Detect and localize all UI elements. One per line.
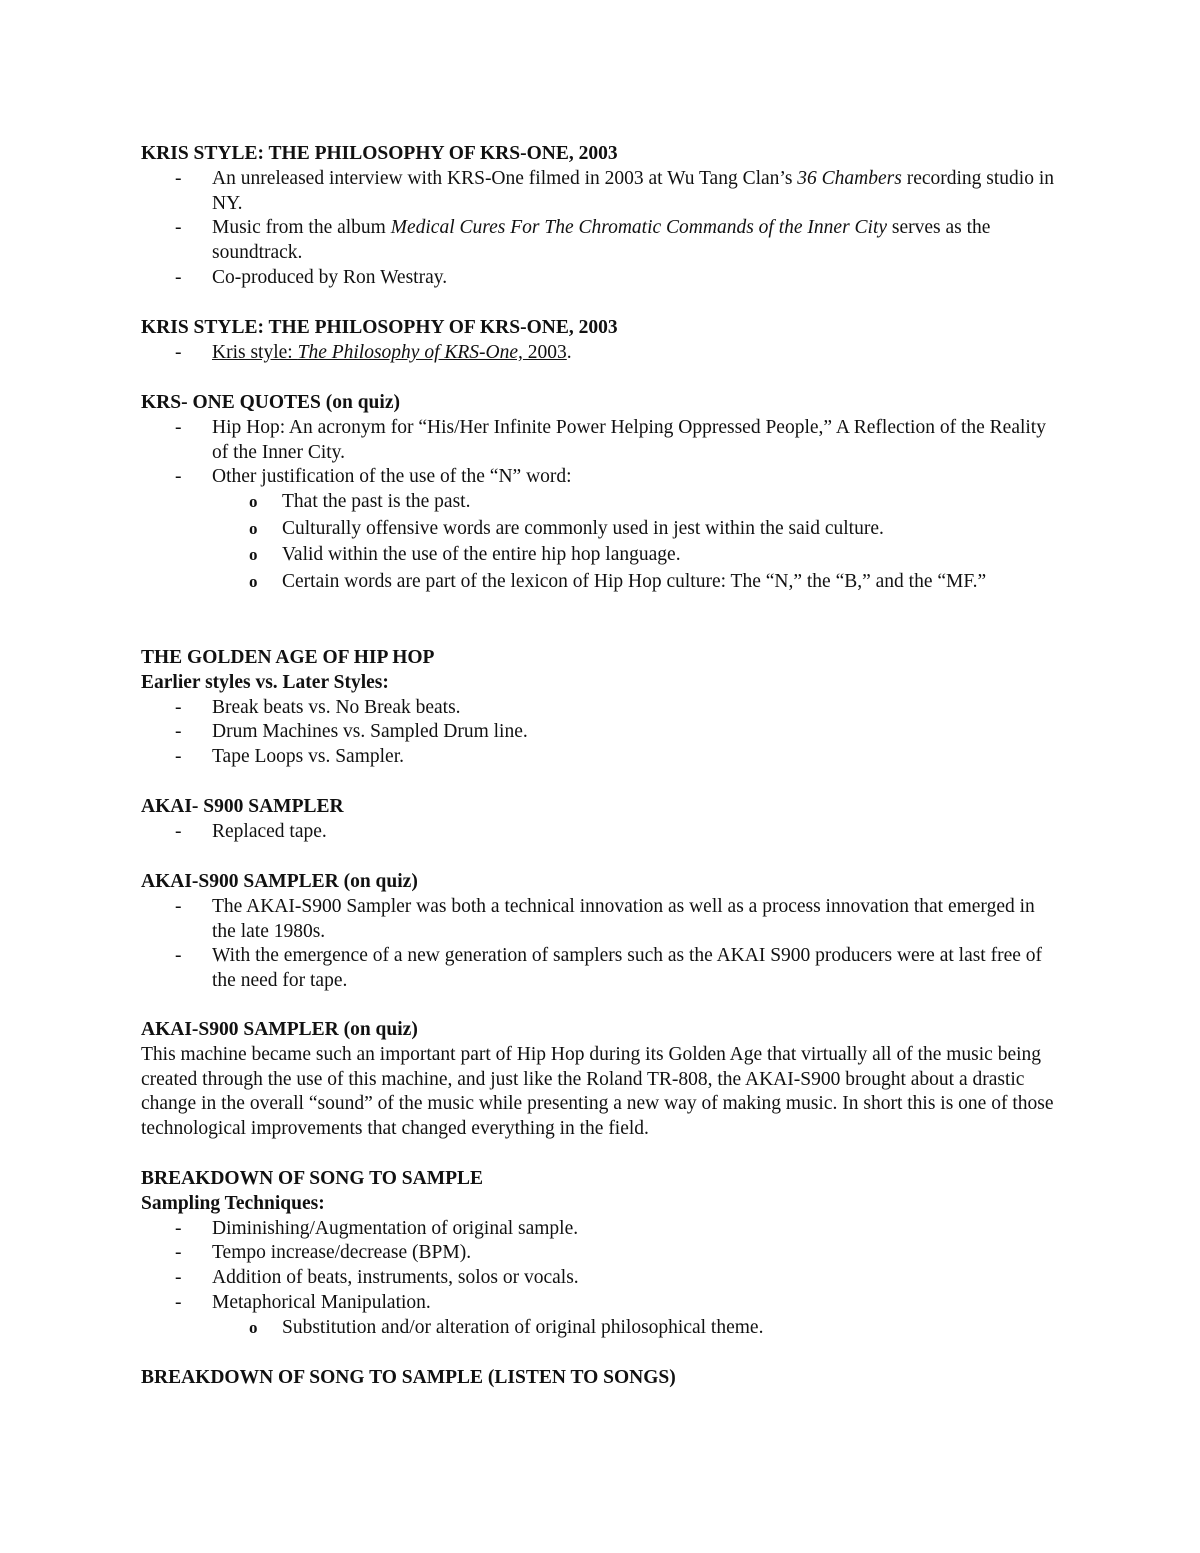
dash-bullet: -	[175, 746, 182, 768]
dash-bullet: -	[175, 167, 182, 189]
list-item: - An unreleased interview with KRS-One filmed in 2003 at Wu Tang Clan’s 36 Chambers recording studio in NY.	[175, 167, 1055, 214]
list-item: - Other justification of the use of the “N” word:	[141, 465, 1061, 490]
sub-list-item: o Certain words are part of the lexicon of Hip Hop culture: The “N,” the “B,” and the “MF.”	[141, 570, 1061, 597]
section-heading: THE GOLDEN AGE OF HIP HOP	[141, 647, 435, 668]
sub-list-item: o Valid within the use of the entire hip hop language.	[141, 543, 1061, 570]
section-breakdown	[141, 1167, 1061, 1342]
section-kris-style-1	[141, 142, 1061, 291]
list-item: - Metaphorical Manipulation.	[141, 1291, 1061, 1316]
dash-bullet: -	[175, 1242, 182, 1264]
list-item: - Addition of beats, instruments, solos or vocals.	[141, 1266, 1061, 1291]
section-golden-age	[141, 646, 1061, 770]
circle-bullet: o	[249, 518, 258, 538]
section-breakdown-listen	[141, 1366, 1061, 1391]
list-item: - Drum Machines vs. Sampled Drum line.	[141, 720, 1061, 745]
circle-bullet: o	[249, 1317, 258, 1337]
list-item: - Replaced tape.	[141, 820, 1061, 845]
list-item: - With the emergence of a new generation of samplers such as the AKAI S900 producers were at last free of the need for tape.	[175, 945, 1043, 992]
dash-bullet: -	[175, 696, 182, 718]
list-item: - Music from the album Medical Cures For The Chromatic Commands of the Inner City serves as the soundtrack.	[175, 217, 991, 264]
section-heading: AKAI-S900 SAMPLER (on quiz)	[141, 871, 418, 892]
section-akai-sampler	[141, 795, 1061, 845]
dash-bullet: -	[175, 416, 182, 438]
dash-bullet: -	[175, 895, 182, 917]
sub-list-item: o That the past is the past.	[141, 490, 1061, 517]
section-heading: AKAI- S900 SAMPLER	[141, 796, 344, 817]
dash-bullet: -	[175, 721, 182, 743]
list-item: - Diminishing/Augmentation of original sample.	[141, 1217, 1061, 1242]
dash-bullet: -	[175, 466, 182, 488]
circle-bullet: o	[249, 545, 258, 565]
list-item: - Tape Loops vs. Sampler.	[141, 745, 1061, 770]
section-heading: AKAI-S900 SAMPLER (on quiz)	[141, 1019, 418, 1040]
dash-bullet: -	[175, 820, 182, 842]
list-item: - Tempo increase/decrease (BPM).	[141, 1241, 1061, 1266]
section-heading: KRS- ONE QUOTES (on quiz)	[141, 392, 400, 413]
section-heading: BREAKDOWN OF SONG TO SAMPLE	[141, 1168, 484, 1189]
dash-bullet: -	[175, 266, 182, 288]
section-heading: KRIS STYLE: THE PHILOSOPHY OF KRS-ONE, 2003	[141, 317, 618, 338]
section-subheading: Earlier styles vs. Later Styles:	[141, 671, 389, 693]
dash-bullet: -	[175, 1217, 182, 1239]
section-heading: KRIS STYLE: THE PHILOSOPHY OF KRS-ONE, 2003	[141, 143, 618, 164]
dash-bullet: -	[175, 1291, 182, 1313]
film-link[interactable]: Kris style: The Philosophy of KRS-One, 2003	[212, 341, 567, 363]
sub-list-item: o Culturally offensive words are commonly used in jest within the said culture.	[141, 517, 1061, 544]
list-item: - Break beats vs. No Break beats.	[141, 696, 1061, 721]
section-kris-style-2	[141, 316, 1061, 366]
list-item: - Co-produced by Ron Westray.	[141, 266, 1061, 291]
list-item: - The AKAI-S900 Sampler was both a technical innovation as well as a process innovation that emerged in the late 1980s.	[175, 895, 1035, 942]
sub-list-item: o Substitution and/or alteration of original philosophical theme.	[141, 1316, 1061, 1343]
list-item: - Kris style: The Philosophy of KRS-One, 2003.	[141, 341, 1061, 366]
dash-bullet: -	[175, 945, 182, 967]
body-paragraph: This machine became such an important part of Hip Hop during its Golden Age that virtually all of the music being created through the use of this machine, and just like the Roland TR-808, the AKAI-S900 brought about a drastic change in the overall “sound” of the music while presenting a new way of making music. In short this is one of those technological improvements that changed everything in the field.	[141, 1043, 1054, 1140]
dash-bullet: -	[175, 1267, 182, 1289]
circle-bullet: o	[249, 492, 258, 512]
dash-bullet: -	[175, 341, 182, 363]
section-akai-sampler-quiz-1	[141, 870, 1061, 994]
circle-bullet: o	[249, 571, 258, 591]
section-heading: BREAKDOWN OF SONG TO SAMPLE (LISTEN TO SONGS)	[141, 1367, 676, 1388]
section-krs-one-quotes	[141, 391, 1061, 596]
section-akai-sampler-quiz-2	[141, 1018, 1061, 1142]
dash-bullet: -	[175, 217, 182, 239]
section-subheading: Sampling Techniques:	[141, 1192, 325, 1214]
list-item: - Hip Hop: An acronym for “His/Her Infinite Power Helping Oppressed People,” A Reflection of the Reality of the Inner City.	[175, 416, 1046, 463]
